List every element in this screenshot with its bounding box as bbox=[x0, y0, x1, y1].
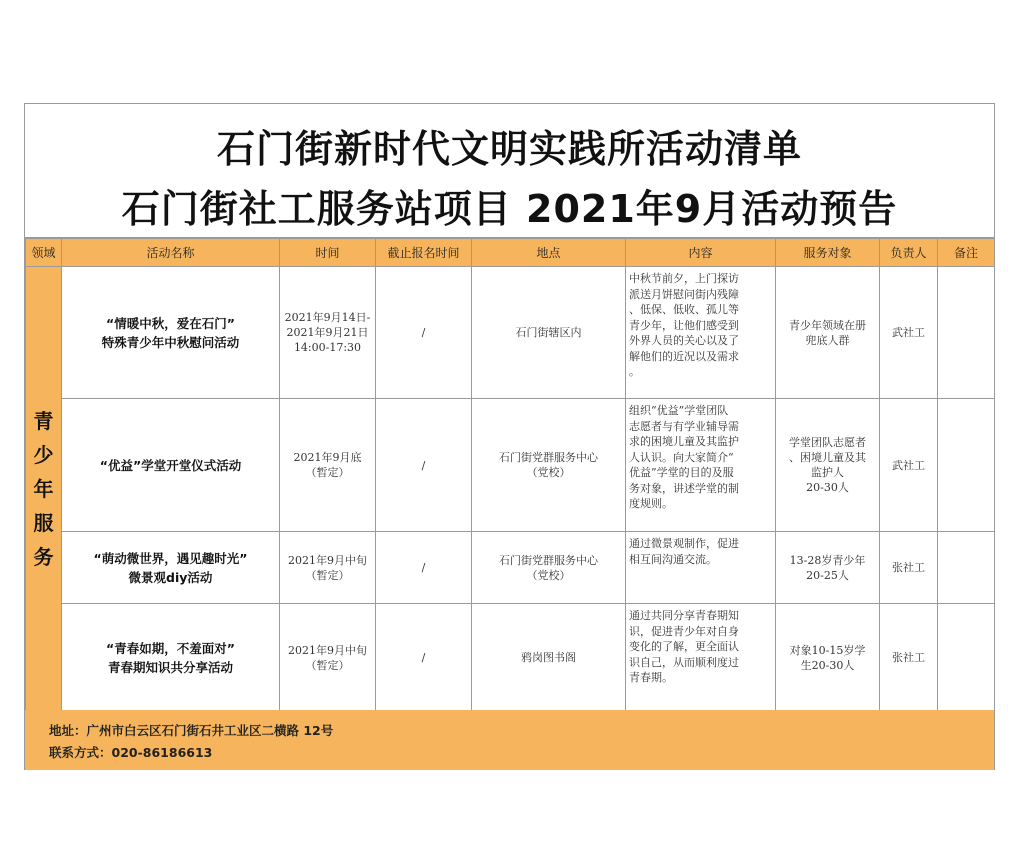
activity-name: “优益”学堂开堂仪式活动 bbox=[99, 457, 242, 473]
activity-name: “情暖中秋，爱在石门” 特殊青少年中秋慰问活动 bbox=[101, 315, 240, 350]
page-subtitle: 石门街社工服务站项目 2021年9月活动预告 bbox=[121, 187, 898, 231]
domain-label: 青 少 年 服 务 bbox=[33, 409, 54, 569]
activity-owner: 武社工 bbox=[892, 326, 925, 339]
activity-target: 青少年领域在册 兜底人群 bbox=[789, 318, 866, 347]
activity-time: 2021年9月底 （暂定） bbox=[293, 451, 362, 479]
activity-content: 中秋节前夕，上门探访 派送月饼慰问街内残障 、低保、低收、孤儿等 青少年，让他们感受到 外界人员的关心以及了 解他们的近况以及需求 。 bbox=[626, 267, 776, 399]
activity-content: 通过共同分享青春期知 识，促进青少年对自身 变化的了解，更全面认 识自己，从而顺利度过 青春期。 bbox=[626, 604, 776, 712]
header-target: 服务对象 bbox=[776, 239, 880, 267]
page-title: 石门街新时代文明实践所活动清单 bbox=[216, 127, 802, 171]
header-time: 时间 bbox=[280, 239, 376, 267]
activity-time: 2021年9月中旬 （暂定） bbox=[288, 553, 367, 582]
footer bbox=[25, 710, 994, 770]
table-row bbox=[26, 267, 995, 399]
footer-contact: 联系方式：020-86186613 bbox=[49, 745, 213, 760]
activity-time: 2021年9月14日- 2021年9月21日 14:00-17:30 bbox=[284, 311, 371, 354]
activity-owner: 张社工 bbox=[892, 651, 925, 664]
activity-name: “青春如期，不羞面对” 青春期知识共分享活动 bbox=[106, 640, 235, 675]
activity-content: 组织“优益”学堂团队 志愿者与有学业辅导需 求的困境儿童及其监护 人认识。向大家简介“ 优益”学堂的目的及服 务对象，讲述学堂的制 度规则。 bbox=[626, 399, 776, 532]
activity-deadline: / bbox=[421, 326, 426, 339]
header-note: 备注 bbox=[938, 239, 995, 267]
title-block bbox=[25, 104, 994, 238]
activity-content: 通过微景观制作，促进 相互间沟通交流。 bbox=[626, 532, 776, 604]
activity-location: 石门街辖区内 bbox=[515, 326, 582, 339]
header-domain: 领域 bbox=[26, 239, 62, 267]
activity-target: 学堂团队志愿者 、困境儿童及其 监护人 20-30人 bbox=[789, 436, 866, 494]
header-row bbox=[26, 239, 995, 267]
header-activity-name: 活动名称 bbox=[62, 239, 280, 267]
activity-owner: 张社工 bbox=[892, 561, 925, 574]
header-deadline: 截止报名时间 bbox=[376, 239, 472, 267]
table-row bbox=[26, 399, 995, 532]
table-row bbox=[26, 604, 995, 712]
activity-location: 石门街党群服务中心 （党校） bbox=[499, 553, 598, 582]
header-location: 地点 bbox=[472, 239, 626, 267]
activity-table bbox=[25, 238, 995, 712]
header-content: 内容 bbox=[626, 239, 776, 267]
activity-deadline: / bbox=[421, 651, 426, 664]
activity-deadline: / bbox=[421, 458, 426, 472]
activity-name: “萌动微世界，遇见趣时光” 微景观diy活动 bbox=[93, 550, 248, 585]
header-owner: 负责人 bbox=[880, 239, 938, 267]
activity-location: 鸦岗图书阁 bbox=[521, 651, 576, 664]
activity-location: 石门街党群服务中心 （党校） bbox=[499, 451, 598, 479]
footer-address: 地址：广州市白云区石门街石井工业区二横路 12号 bbox=[49, 723, 334, 738]
activity-sheet bbox=[24, 103, 995, 770]
activity-owner: 武社工 bbox=[892, 458, 925, 472]
activity-target: 13-28岁青少年 20-25人 bbox=[789, 553, 866, 582]
table-row bbox=[26, 532, 995, 604]
domain-cell bbox=[26, 267, 62, 712]
activity-deadline: / bbox=[421, 561, 426, 574]
activity-time: 2021年9月中旬 （暂定） bbox=[288, 643, 367, 672]
activity-target: 对象10-15岁学 生20-30人 bbox=[789, 643, 866, 672]
